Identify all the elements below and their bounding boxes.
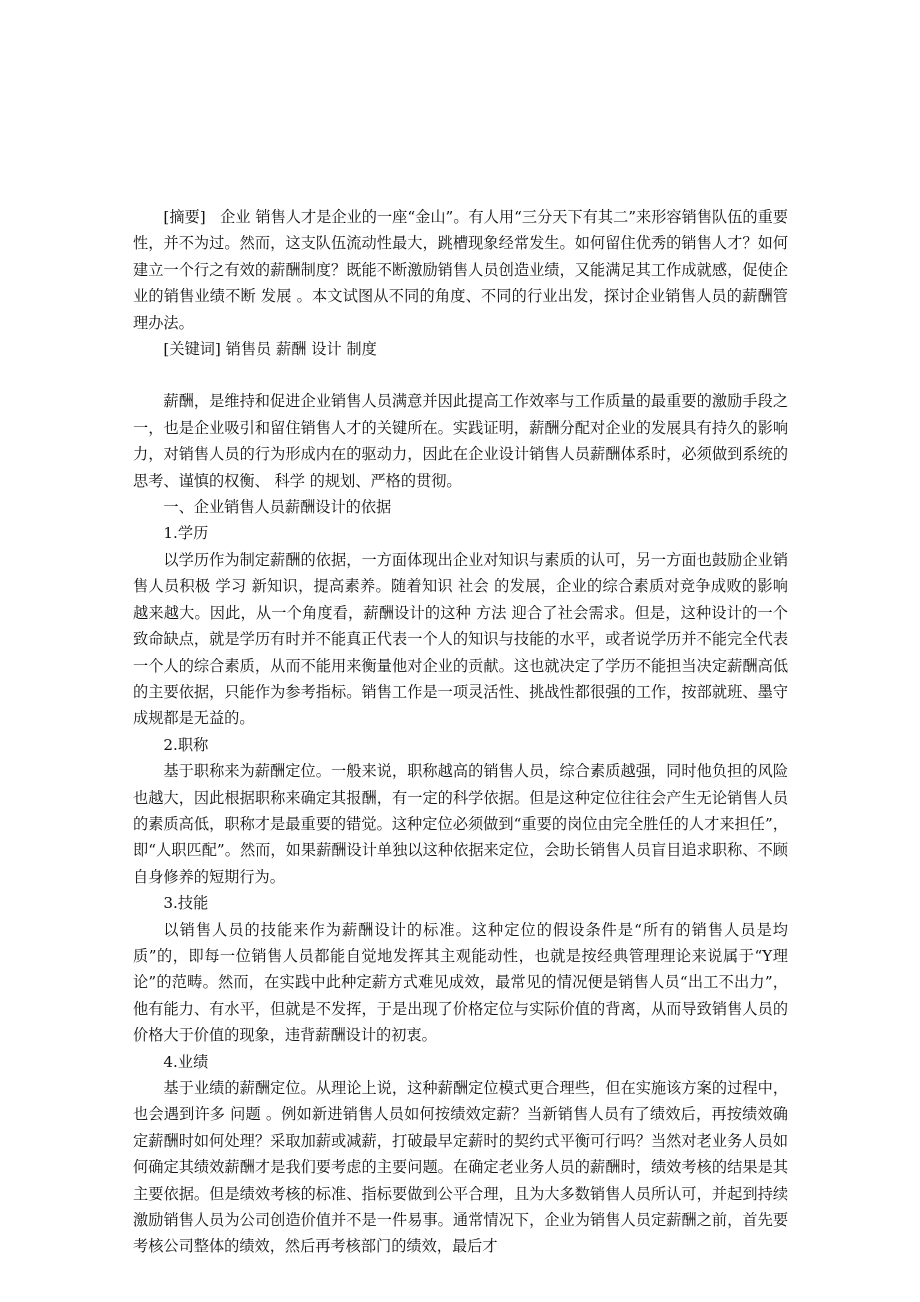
abstract-text: 企业 销售人才是企业的一座“金山”。有人用“三分天下有其二”来形容销售队伍的重要性，并不为过。然而，这支队伍流动性最大，跳槽现象经常发生。如何留住优秀的销售人才？如何建立一个行之有效的薪酬制度？既能不断激励销售人员创造业绩，又能满足其工作成就感，促使企业的销售业绩不断 发展 。本文试图从不同的角度、不同的行业出发，探讨企业销售人员的薪酬管理办法。 [133, 208, 788, 332]
keywords-paragraph [133, 336, 788, 362]
item-text-skill: 以销售人员的技能来作为薪酬设计的标准。这种定位的假设条件是“所有的销售人员是均质”的，即每一位销售人员都能自觉地发挥其主观能动性，也就是按经典管理理论来说属于“Y理论”的范畴。然而，在实践中此种定薪方式难见成效，最常见的情况便是销售人员“出工不出力”，他有能力、有水平，但就是不发挥，于是出现了价格定位与实际价值的背离，从而导致销售人员的价格大于价值的现象，违背薪酬设计的初衷。 [133, 920, 788, 1045]
blank-line [133, 362, 788, 388]
abstract-paragraph [133, 204, 788, 336]
item-text-title: 基于职称来为薪酬定位。一般来说，职称越高的销售人员，综合素质越强，同时他负担的风险也越大，因此根据职称来确定其报酬，有一定的科学依据。但是这种定位往往会产生无论销售人员的素质高低，职称才是最重要的错觉。这种定位必须做到“重要的岗位由完全胜任的人才来担任”，即“人职匹配”。然而，如果薪酬设计单独以这种依据来定位，会助长销售人员盲目追求职称、不顾自身修养的短期行为。 [133, 762, 788, 886]
item-text-performance: 基于业绩的薪酬定位。从理论上说，这种薪酬定位模式更合理些，但在实施该方案的过程中，也会遇到许多 问题 。例如新进销售人员如何按绩效定薪？当新销售人员有了绩效后，再按绩效确定薪酬时如何处理？采取加薪或减薪，打破最早定薪时的契约式平衡可行吗？当然对老业务人员如何确定其绩效薪酬才是我们要考虑的主要问题。在确定老业务人员的薪酬时，绩效考核的结果是其主要依据。但是绩效考核的标准、指标要做到公平合理，且为大多数销售人员所认可，并起到持续激励销售人员为公司创造价值并不是一件易事。通常情况下，企业为销售人员定薪酬之前，首先要考核公司整体的绩效，然后再考核部门的绩效，最后才 [133, 1079, 788, 1256]
item-heading-skill: 3.技能 [163, 894, 209, 913]
item-heading-education: 1.学历 [163, 524, 209, 543]
keywords-label: [关键词] [163, 340, 221, 359]
section-heading: 一、企业销售人员薪酬设计的依据 [163, 498, 392, 517]
item-heading-performance: 4.业绩 [163, 1052, 209, 1071]
abstract-label: [摘要] [163, 208, 206, 226]
article-body [133, 204, 788, 1260]
item-text-education: 以学历作为制定薪酬的依据，一方面体现出企业对知识与素质的认可，另一方面也鼓励企业销售人员积极 学习 新知识，提高素养。随着知识 社会 的发展，企业的综合素质对竞争成败的影响越来越大。因此，从一个角度看，薪酬设计的这种 方法 迎合了社会需求。但是，这种设计的一个致命缺点，就是学历有时并不能真正代表一个人的知识与技能的水平，或者说学历并不能完全代表一个人的综合素质，从而不能用来衡量他对企业的贡献。这也就决定了学历不能担当决定薪酬高低的主要依据，只能作为参考指标。销售工作是一项灵活性、挑战性都很强的工作，按部就班、墨守成规都是无益的。 [133, 550, 788, 728]
item-heading-title: 2.职称 [163, 735, 209, 754]
intro-paragraph: 薪酬，是维持和促进企业销售人员满意并因此提高工作效率与工作质量的最重要的激励手段之一，也是企业吸引和留住销售人才的关键所在。实践证明，薪酬分配对企业的发展具有持久的影响力，对销售人员的行为形成内在的驱动力，因此在企业设计销售人员薪酬体系时，必须做到系统的思考、谨慎的权衡、 科学 的规划、严格的贯彻。 [133, 392, 788, 490]
keywords-text: 销售员 薪酬 设计 制度 [225, 340, 377, 359]
